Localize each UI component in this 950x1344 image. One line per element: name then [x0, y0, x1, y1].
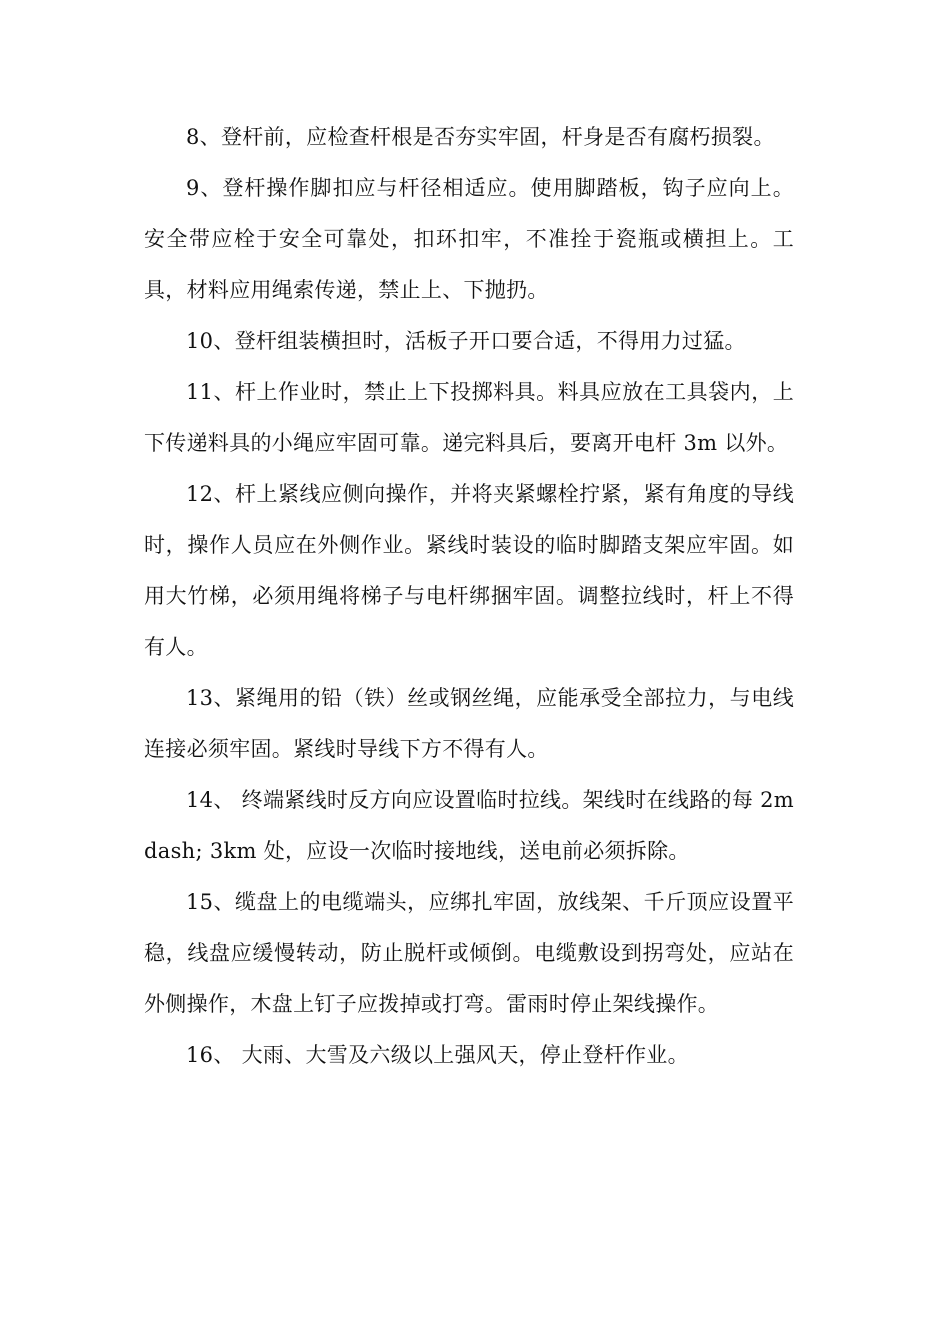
- paragraph-item-8: 8、登杆前，应检查杆根是否夯实牢固，杆身是否有腐朽损裂。: [186, 125, 775, 149]
- paragraph-item-15: 15、缆盘上的电缆端头，应绑扎牢固，放线架、千斤顶应设置平稳，线盘应缓慢转动，防止脱杆或倾倒。电缆敷设到拐弯处，应站在外侧操作，木盘上钉子应拨掉或打弯。雷雨时停止架线操作。: [144, 890, 794, 1016]
- paragraph-item-12: 12、杆上紧线应侧向操作，并将夹紧螺栓拧紧，紧有角度的导线时，操作人员应在外侧作业。紧线时装设的临时脚踏支架应牢固。如用大竹梯，必须用绳将梯子与电杆绑捆牢固。调整拉线时，杆上不得有人。: [144, 482, 794, 659]
- paragraph-item-9: 9、登杆操作脚扣应与杆径相适应。使用脚踏板，钩子应向上。安全带应栓于安全可靠处，扣环扣牢，不准拴于瓷瓶或横担上。工具，材料应用绳索传递，禁止上、下抛扔。: [144, 176, 794, 302]
- paragraph-item-10: 10、登杆组装横担时，活板子开口要合适，不得用力过猛。: [186, 329, 746, 353]
- paragraph-item-14: 14、 终端紧线时反方向应设置临时拉线。架线时在线路的每 2mdash; 3km 处，应设一次临时接地线，送电前必须拆除。: [144, 788, 794, 863]
- paragraph-item-16: 16、 大雨、大雪及六级以上强风天，停止登杆作业。: [186, 1043, 689, 1067]
- paragraph-item-11: 11、杆上作业时，禁止上下投掷料具。料具应放在工具袋内，上下传递料具的小绳应牢固可靠。递完料具后，要离开电杆 3m 以外。: [144, 380, 794, 455]
- document-body: [144, 112, 794, 1081]
- paragraph-item-13: 13、紧绳用的铅（铁）丝或钢丝绳，应能承受全部拉力，与电线连接必须牢固。紧线时导线下方不得有人。: [144, 686, 794, 761]
